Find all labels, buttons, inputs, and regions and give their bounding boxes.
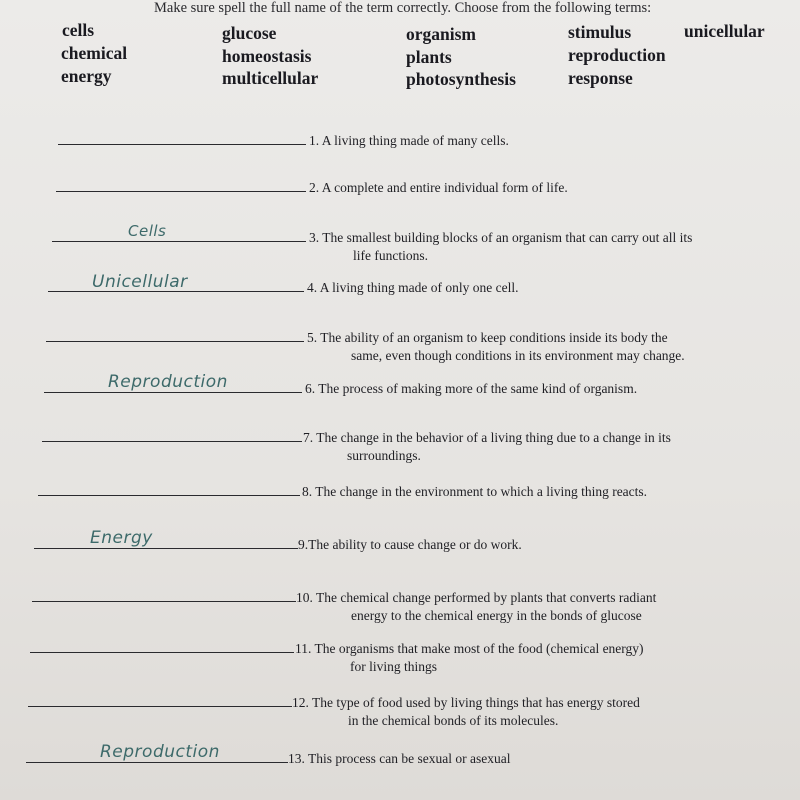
question-number: 5. — [307, 330, 318, 345]
bank-word: photosynthesis — [406, 69, 516, 89]
question-text: The chemical change performed by plants that converts radiant — [316, 590, 657, 605]
bank-word: stimulus — [568, 22, 632, 42]
bank-word: glucose — [222, 23, 277, 43]
question-number: 13. — [288, 751, 305, 766]
bank-word: response — [568, 68, 633, 88]
question-text: A complete and entire individual form of life. — [321, 180, 568, 195]
answer-blank[interactable] — [30, 652, 294, 653]
instructions: Make sure spell the full name of the term correctly. Choose from the following terms: — [154, 0, 652, 16]
question-text-cont: in the chemical bonds of its molecules. — [348, 713, 559, 728]
bank-word: plants — [406, 47, 452, 67]
question-text: This process can be sexual or asexual — [308, 751, 511, 766]
answer-blank[interactable] — [26, 762, 288, 763]
bank-word: reproduction — [568, 45, 666, 65]
question-text: The ability to cause change or do work. — [308, 537, 522, 552]
answer-blank[interactable] — [42, 441, 302, 442]
question-number: 8. — [302, 484, 313, 499]
question-number: 9. — [298, 537, 309, 552]
answer-blank[interactable] — [44, 392, 302, 393]
question-number: 10. — [296, 590, 313, 605]
answer-blank[interactable] — [34, 548, 298, 549]
question-text: The organisms that make most of the food (chemical energy) — [314, 641, 644, 656]
question-number: 11. — [295, 641, 312, 656]
handwritten-answer: Reproduction — [108, 372, 228, 392]
question-number: 1. — [309, 133, 320, 148]
question-text: The change in the behavior of a living thing due to a change in its — [316, 430, 671, 445]
question-text: A living thing made of only one cell. — [319, 280, 519, 295]
bank-word: cells — [62, 20, 95, 40]
bank-word: multicellular — [222, 68, 319, 88]
answer-blank[interactable] — [58, 144, 306, 145]
answer-blank[interactable] — [46, 341, 304, 342]
bank-word: chemical — [61, 43, 128, 63]
question-number: 12. — [292, 695, 309, 710]
question-text-cont: energy to the chemical energy in the bonds of glucose — [351, 608, 642, 623]
answer-blank[interactable] — [56, 191, 306, 192]
handwritten-answer: Reproduction — [100, 742, 220, 762]
question-text-cont: surroundings. — [347, 448, 421, 463]
bank-word: homeostasis — [222, 46, 312, 66]
question-text-cont: same, even though conditions in its environment may change. — [351, 348, 685, 363]
answer-blank[interactable] — [28, 706, 292, 707]
answer-blank[interactable] — [32, 601, 296, 602]
question-text: The ability of an organism to keep conditions inside its body the — [320, 330, 668, 345]
question-number: 2. — [309, 180, 320, 195]
question-number: 6. — [305, 381, 316, 396]
handwritten-answer: Energy — [90, 528, 153, 548]
question-text: A living thing made of many cells. — [321, 133, 509, 148]
handwritten-answer: Cells — [128, 222, 167, 240]
question-text: The change in the environment to which a living thing reacts. — [315, 484, 648, 499]
bank-word: energy — [61, 66, 112, 86]
question-number: 7. — [303, 430, 314, 445]
question-text-cont: life functions. — [353, 248, 428, 263]
handwritten-answer: Unicellular — [92, 272, 188, 292]
question-text: The process of making more of the same kind of organism. — [318, 381, 638, 396]
question-text: The smallest building blocks of an organism that can carry out all its — [322, 230, 693, 245]
bank-word: unicellular — [684, 21, 765, 41]
question-number: 4. — [307, 280, 318, 295]
answer-blank[interactable] — [48, 291, 304, 292]
question-text: The type of food used by living things that has energy stored — [312, 695, 640, 710]
answer-blank[interactable] — [38, 495, 300, 496]
answer-blank[interactable] — [52, 241, 306, 242]
question-number: 3. — [309, 230, 320, 245]
question-text-cont: for living things — [350, 659, 437, 674]
bank-word: organism — [406, 24, 476, 44]
